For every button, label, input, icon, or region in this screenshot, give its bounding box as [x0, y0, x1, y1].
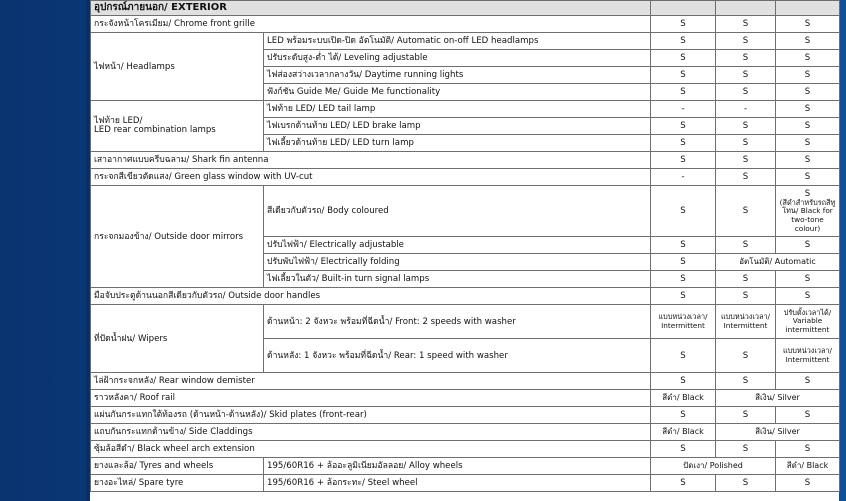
cell-value: -	[716, 101, 776, 118]
row-label: แผ่นกันกระแทกใต้ท้องรถ (ด้านหน้า-ด้านหลัง)/ Skid plates (front-rear)	[91, 407, 651, 424]
row-label: เสาอากาศแบบครีบฉลาม/ Shark fin antenna	[91, 152, 651, 169]
cell-value: S	[776, 118, 840, 135]
row-label: ปรับไฟฟ้า/ Electrically adjustable	[264, 237, 651, 254]
cell-value: ปรับตั้งเวลาได้/ Variable intermittent	[776, 305, 840, 339]
row-spec: 195/60R16 + ล้ออะลูมิเนียมอัลลอย/ Alloy wheels	[264, 458, 651, 475]
cell-value: S	[651, 186, 716, 237]
cell-value: S	[716, 135, 776, 152]
cell-value: S	[651, 441, 716, 458]
cell-value: S	[776, 271, 840, 288]
row-label: ไฟส่องสว่างเวลากลางวัน/ Daytime running lights	[264, 67, 651, 84]
row-label: มือจับประตูด้านนอกสีเดียวกับตัวรถ/ Outside door handles	[91, 288, 651, 305]
row-spec: 195/60R16 + ล้อกระทะ/ Steel wheel	[264, 475, 651, 492]
cell-value: S	[776, 50, 840, 67]
row-label: ไล่ฝ้ากระจกหลัง/ Rear window demister	[91, 373, 651, 390]
right-border	[839, 0, 846, 501]
cell-value: S	[651, 288, 716, 305]
cell-value: S	[776, 237, 840, 254]
section-header-row	[91, 1, 840, 16]
cell-value: S	[716, 33, 776, 50]
row-label: ซุ้มล้อสีดำ/ Black wheel arch extension	[91, 441, 651, 458]
cell-value: S	[651, 84, 716, 101]
cell-value: S	[716, 475, 776, 492]
cell-value: S	[651, 50, 716, 67]
cell-value: S	[716, 16, 776, 33]
cell-value: แบบหน่วงเวลา/ Intermittent	[651, 305, 716, 339]
table-row	[91, 305, 840, 339]
cell-value: สีดำ/ Black	[651, 424, 716, 441]
cell-value: S	[716, 84, 776, 101]
cell-value: S	[651, 16, 716, 33]
cell-value: S	[776, 135, 840, 152]
table-row	[91, 33, 840, 50]
row-label: ยางอะไหล่/ Spare tyre	[91, 475, 264, 492]
cell-value: S	[651, 135, 716, 152]
cell-value: สีเงิน/ Silver	[716, 424, 840, 441]
row-label: กระจกสีเขียวตัดแสง/ Green glass window with UV-cut	[91, 169, 651, 186]
table-row	[91, 186, 840, 237]
cell-value: S	[776, 67, 840, 84]
table-row	[91, 16, 840, 33]
group-label-line: LED rear combination lamps	[94, 125, 216, 135]
section-title: อุปกรณ์ภายนอก/ EXTERIOR	[91, 1, 651, 16]
table-row	[91, 373, 840, 390]
cell-value: -	[651, 101, 716, 118]
row-label: ด้านหน้า: 2 จังหวะ พร้อมที่ฉีดน้ำ/ Front: 2 speeds with washer	[264, 305, 651, 339]
cell-value: S	[716, 186, 776, 237]
cell-value: S	[651, 475, 716, 492]
cell-value: S	[776, 101, 840, 118]
row-label: ฟังก์ชัน Guide Me/ Guide Me functionality	[264, 84, 651, 101]
cell-value: S	[716, 67, 776, 84]
cell-value	[776, 186, 840, 237]
cell-value: สีดำ/ Black	[651, 390, 716, 407]
cell-value: S	[651, 407, 716, 424]
row-label: LED พร้อมระบบเปิด-ปิด อัตโนมัติ/ Automatic on-off LED headlamps	[264, 33, 651, 50]
cell-value: S	[716, 169, 776, 186]
cell-value: S	[716, 407, 776, 424]
row-label: ไฟท้าย LED/ LED tail lamp	[264, 101, 651, 118]
cell-value: สีเงิน/ Silver	[716, 390, 840, 407]
row-label: ด้านหลัง: 1 จังหวะ พร้อมที่ฉีดน้ำ/ Rear: 1 speed with washer	[264, 339, 651, 373]
cell-value: S	[776, 169, 840, 186]
row-label: ไฟเลี้ยวด้านท้าย LED/ LED turn lamp	[264, 135, 651, 152]
cell-value: S	[776, 152, 840, 169]
table-row	[91, 475, 840, 492]
table-row	[91, 390, 840, 407]
cell-value: S	[716, 373, 776, 390]
cell-value: S	[776, 16, 840, 33]
cell-value: S	[651, 373, 716, 390]
cell-value: S	[651, 118, 716, 135]
cell-value: S	[776, 441, 840, 458]
cell-value: สีดำ/ Black	[776, 458, 840, 475]
row-label: แถบกันกระแทกด้านข้าง/ Side Claddings	[91, 424, 651, 441]
cell-value: S	[716, 288, 776, 305]
cell-value: S	[716, 118, 776, 135]
cell-value: อัตโนมัติ/ Automatic	[716, 254, 840, 271]
row-label: สีเดียวกับตัวรถ/ Body coloured	[264, 186, 651, 237]
table-row	[91, 169, 840, 186]
cell-value: S	[716, 237, 776, 254]
group-label	[91, 101, 264, 152]
row-label: กระจังหน้าโครเมียม/ Chrome front grille	[91, 16, 651, 33]
spec-sheet	[90, 0, 839, 501]
group-label-line: ไฟท้าย LED/	[94, 115, 143, 126]
exterior-spec-table	[90, 0, 840, 492]
table-row	[91, 288, 840, 305]
cell-value: S	[651, 339, 716, 373]
table-row	[91, 441, 840, 458]
cell-value: S	[651, 254, 716, 271]
cell-value: ปัดเงา/ Polished	[651, 458, 776, 475]
cell-value: -	[651, 169, 716, 186]
cell-value: S	[776, 475, 840, 492]
cell-value: S	[651, 237, 716, 254]
cell-value: S	[776, 84, 840, 101]
table-row	[91, 458, 840, 475]
cell-value: แบบหน่วงเวลา/ Intermittent	[776, 339, 840, 373]
cell-value: S	[776, 407, 840, 424]
table-row	[91, 407, 840, 424]
cell-value: S	[716, 339, 776, 373]
group-label: ไฟหน้า/ Headlamps	[91, 33, 264, 101]
group-label: กระจกมองข้าง/ Outside door mirrors	[91, 186, 264, 288]
group-label: ที่ปัดน้ำฝน/ Wipers	[91, 305, 264, 373]
cell-value: S	[651, 67, 716, 84]
row-label: ราวหลังคา/ Roof rail	[91, 390, 651, 407]
table-row	[91, 152, 840, 169]
cell-value: แบบหน่วงเวลา/ Intermittent	[716, 305, 776, 339]
row-label: ยางและล้อ/ Tyres and wheels	[91, 458, 264, 475]
cell-value: S	[651, 33, 716, 50]
cell-value: S	[776, 33, 840, 50]
table-row	[91, 424, 840, 441]
row-label: ปรับพับไฟฟ้า/ Electrically folding	[264, 254, 651, 271]
row-label: ไฟเบรกด้านท้าย LED/ LED brake lamp	[264, 118, 651, 135]
cell-value: S	[716, 152, 776, 169]
cell-value: S	[716, 50, 776, 67]
table-row	[91, 101, 840, 118]
cell-value-main: S	[804, 188, 811, 199]
cell-value: S	[651, 271, 716, 288]
cell-value: S	[716, 441, 776, 458]
cell-value: S	[776, 373, 840, 390]
cell-value: S	[716, 271, 776, 288]
cell-value-note: (สีดำสำหรับรถสีทูโทน/ Black for two-tone colour)	[779, 197, 836, 233]
row-label: ไฟเลี้ยวในตัว/ Built-in turn signal lamps	[264, 271, 651, 288]
cell-value: S	[651, 152, 716, 169]
cell-value: S	[776, 288, 840, 305]
row-label: ปรับระดับสูง-ต่ำ ได้/ Leveling adjustable	[264, 50, 651, 67]
